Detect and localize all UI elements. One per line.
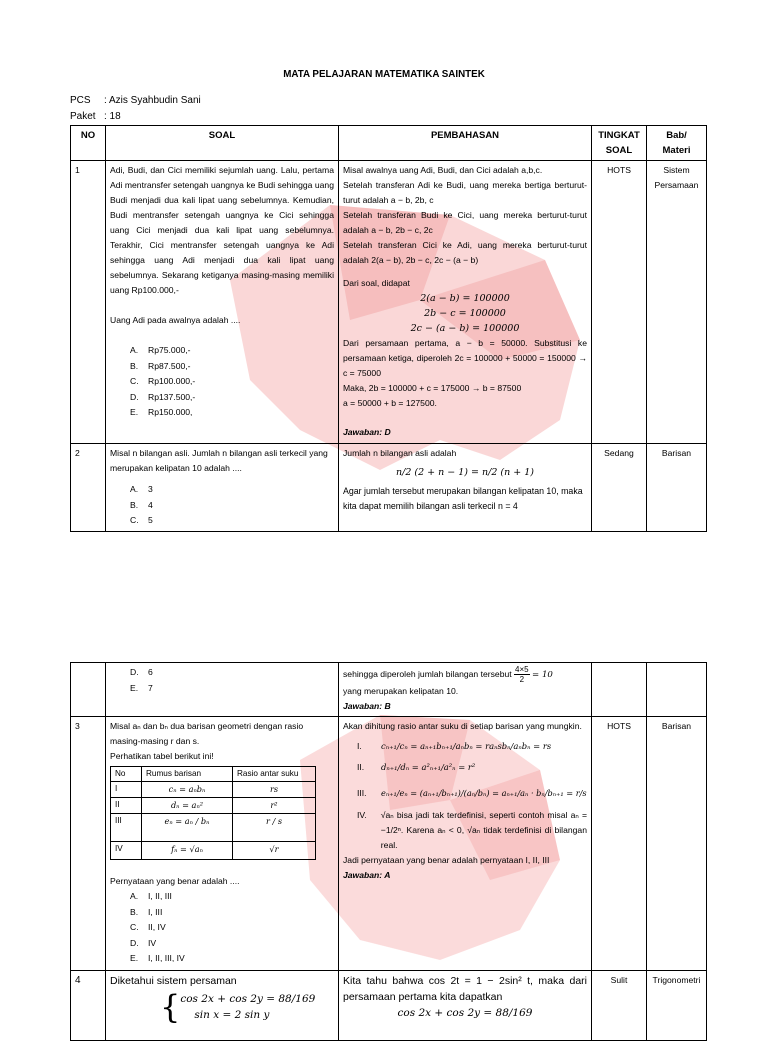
discussion-line: yang merupakan kelipatan 10. — [343, 686, 459, 696]
answer-option: B. I, III — [130, 906, 163, 917]
answer-key: Jawaban: B — [343, 701, 391, 711]
paket-label: Paket — [70, 111, 96, 122]
question-stem: Diketahui sistem persaman — [110, 975, 237, 987]
answer-option: E. I, II, III, IV — [130, 953, 185, 963]
sequence-table — [110, 766, 316, 860]
answer-option: D. 6 — [130, 667, 153, 677]
difficulty-level: HOTS — [592, 717, 647, 971]
discussion-line: a = 50000 + b = 127500. — [343, 398, 437, 408]
ratio-item: III. eₙ₊₁/eₙ = (aₙ₊₁/bₙ₊₁)/(aₙ/bₙ) = aₙ₊₁/aₙ · bₙ/bₙ₊₁ = r/s — [357, 787, 587, 798]
question-text — [106, 971, 339, 1041]
discussion-line: Dari soal, didapat — [343, 278, 410, 288]
answer-option: C. II, IV — [130, 922, 166, 932]
equation: 2c − (a − b) = 100000 — [410, 323, 520, 334]
answer-option: C. Rp100.000,- — [130, 376, 196, 386]
option-list — [110, 343, 334, 421]
equation: n/2 (2 + n − 1) = n/2 (n + 1) — [396, 467, 534, 478]
equation: 2(a − b) = 100000 — [420, 293, 510, 304]
discussion-line: Agar jumlah tersebut merupakan bilangan kelipatan 10, maka kita dapat memilih bilangan asli terkecil n = 4 — [343, 486, 583, 511]
paket-value: : 18 — [104, 111, 121, 122]
option-list — [110, 665, 334, 696]
question-text — [106, 663, 339, 717]
chapter-topic — [647, 663, 707, 717]
equation: 2b − c = 100000 — [424, 308, 506, 319]
discussion-line: Jadi pernyataan yang benar adalah pernyataan I, II, III — [343, 855, 550, 865]
discussion-line: Akan dihitung rasio antar suku di setiap barisan yang mungkin. — [343, 721, 582, 731]
table-row — [71, 444, 707, 532]
question-prompt: Uang Adi pada awalnya adalah .... — [110, 315, 241, 325]
ratio-item: I. cₙ₊₁/cₙ = aₙ₊₁bₙ₊₁/aₙbₙ = raₙsbₙ/aₙbₙ = rs — [357, 740, 552, 751]
difficulty-level — [592, 663, 647, 717]
answer-option: A. I, II, III — [130, 891, 172, 901]
discussion-text — [339, 161, 592, 444]
table-header-row — [71, 126, 707, 161]
equation-system: { cos 2x + cos 2y = 88/169 sin x = 2 sin y — [160, 988, 316, 1026]
fraction: $\frac{4\times 5}{2}$ — [515, 665, 529, 684]
question-stem: Misal aₙ dan bₙ dua barisan geometri dengan rasio masing-masing r dan s. — [110, 721, 304, 746]
discussion-text — [339, 444, 592, 532]
discussion-line: Setelah transferan Cici ke Adi, uang mereka berturut-turut adalah 2(a − b), 2b − c, 2c − (a − b) — [343, 240, 587, 265]
answer-key: Jawaban: A — [343, 870, 391, 880]
chapter-topic: Sistem Persamaan — [647, 161, 707, 444]
chapter-topic: Trigonometri — [647, 971, 707, 1041]
discussion-line: Misal awalnya uang Adi, Budi, dan Cici adalah a,b,c. — [343, 165, 543, 175]
question-stem: Perhatikan tabel berikut ini! — [110, 751, 214, 761]
table-row — [71, 971, 707, 1041]
document-title: MATA PELAJARAN MATEMATIKA SAINTEK — [283, 69, 485, 80]
sequence-table-header: No Rumus barisan Rasio antar suku — [111, 767, 316, 782]
difficulty-level: Sedang — [592, 444, 647, 532]
questions-table-page-2 — [70, 662, 707, 1041]
col-header-soal: SOAL — [106, 126, 339, 161]
answer-option: A. Rp75.000,- — [130, 345, 191, 355]
question-number: 4 — [71, 971, 106, 1041]
difficulty-level: HOTS — [592, 161, 647, 444]
questions-table-page-1 — [70, 125, 707, 532]
discussion-text — [339, 663, 592, 717]
answer-option: B. 4 — [130, 499, 153, 510]
chapter-topic: Barisan — [647, 717, 707, 971]
answer-option: E. 7 — [130, 682, 153, 693]
discussion-line: Maka, 2b = 100000 + c = 175000 → b = 87500 — [343, 383, 522, 393]
discussion-text — [339, 971, 592, 1041]
sequence-table-row: II dₙ = aₙ² r² — [111, 798, 316, 814]
ratio-item: II. dₙ₊₁/dₙ = a²ₙ₊₁/a²ₙ = r² — [357, 761, 476, 772]
discussion-line: Jumlah n bilangan asli adalah — [343, 448, 457, 458]
answer-option: E. Rp150.000, — [130, 407, 193, 417]
discussion-line: Dari persamaan pertama, a − b = 50000. Substitusi ke persamaan ketiga, diperoleh 2c = 100000 + 50000 = 150000 → c = 75000 — [343, 338, 587, 378]
question-stem: Misal n bilangan asli. Jumlah n bilangan asli terkecil yang merupakan kelipatan 10 adalah .... — [110, 448, 328, 473]
discussion-line: Kita tahu bahwa cos 2t = 1 − 2sin² t, maka dari persamaan pertama kita dapatkan — [343, 975, 587, 1003]
answer-option: D. IV — [130, 937, 157, 948]
answer-option: D. Rp137.500,- — [130, 391, 196, 402]
answer-option: C. 5 — [130, 515, 153, 525]
question-number: 2 — [71, 444, 106, 532]
question-number — [71, 663, 106, 717]
table-row — [71, 717, 707, 971]
col-header-no: NO — [71, 126, 106, 161]
pcs-value: : Azis Syahbudin Sani — [104, 95, 201, 106]
question-number: 1 — [71, 161, 106, 444]
col-header-tingkat: TINGKAT SOAL — [592, 126, 647, 161]
question-number: 3 — [71, 717, 106, 971]
discussion-line: Setelah transferan Adi ke Budi, uang mereka bertiga berturut-turut adalah a − b, 2b, c — [343, 180, 587, 205]
option-list — [110, 889, 334, 967]
discussion-line: Setelah transferan Budi ke Cici, uang mereka berturut-turut adalah a − b, 2b − c, 2c — [343, 210, 587, 235]
question-text — [106, 717, 339, 971]
col-header-pembahasan: PEMBAHASAN — [339, 126, 592, 161]
table-row — [71, 663, 707, 717]
chapter-topic: Barisan — [647, 444, 707, 532]
answer-key: Jawaban: D — [343, 427, 391, 437]
sequence-table-row: I cₙ = aₙbₙ rs — [111, 782, 316, 798]
option-list — [110, 482, 334, 529]
question-stem: Adi, Budi, dan Cici memiliki sejumlah uang. Lalu, pertama Adi mentransfer setengah uangnya ke Budi sehingga uang Budi menjadi dua kali lipat uang sebelumnya. Kemudian, Budi mentransfer setengah uangnya ke Cici sehingga uang Cici menjadi dua kali lipat uang sebelumnya. Terakhir, Cici mentransfer setengah uangnya ke Adi sehingga uang Adi menjadi dua kali lipat uang sebelumnya. Sekarang ketiganya masing-masing memiliki uang Rp100.000,- — [110, 165, 334, 295]
answer-option: B. Rp87.500,- — [130, 360, 191, 371]
difficulty-level: Sulit — [592, 971, 647, 1041]
pcs-label: PCS — [70, 95, 91, 106]
discussion-line: sehingga diperoleh jumlah bilangan tersebut $\frac{4\times 5}{2}$ = 10 — [343, 665, 553, 684]
sequence-table-row: IV fₙ = √aₙ √r — [111, 842, 316, 860]
col-header-bab: Bab/ Materi — [647, 126, 707, 161]
discussion-text — [339, 717, 592, 971]
answer-option: A. 3 — [130, 484, 153, 494]
question-text — [106, 444, 339, 532]
question-text — [106, 161, 339, 444]
equation: cos 2x + cos 2y = 88/169 — [397, 1007, 533, 1019]
ratio-item: IV. √aₙ bisa jadi tak terdefinisi, seperti contoh misal aₙ = −1/2ⁿ. Karena aₙ < 0, √aₙ tidak terdefinisi di bilangan real. — [357, 810, 587, 850]
sequence-table-row: III eₙ = aₙ / bₙ r / s — [111, 814, 316, 842]
question-prompt: Pernyataan yang benar adalah .... — [110, 876, 240, 886]
table-row — [71, 161, 707, 444]
